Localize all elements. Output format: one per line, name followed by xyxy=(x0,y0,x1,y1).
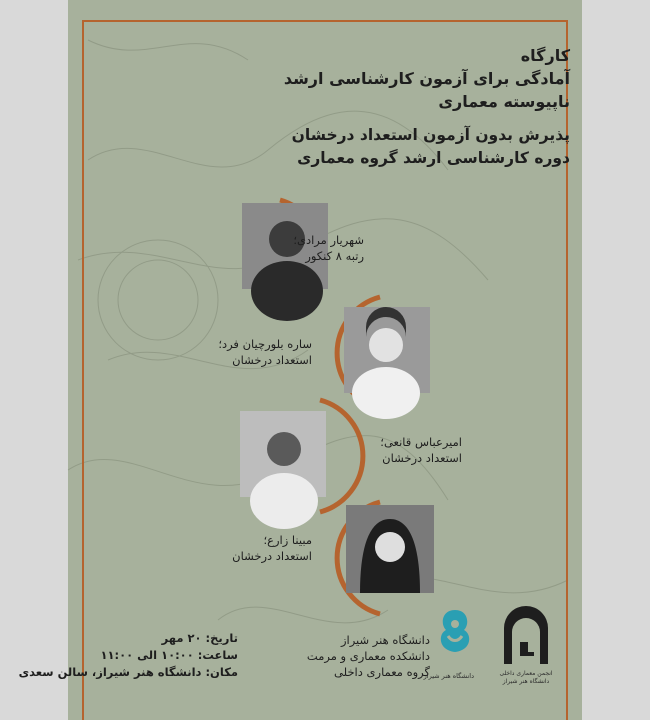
portrait-icon xyxy=(346,505,434,593)
event-time: ساعت: ۱۰:۰۰ الی ۱۱:۰۰ xyxy=(100,648,238,662)
speaker-1-name: شهریار مرادی؛ xyxy=(293,233,364,247)
event-date: تاریخ: ۲۰ مهر xyxy=(161,631,238,645)
logo-right-caption-2: دانشگاه هنر شیراز xyxy=(502,678,550,685)
photo-speaker-3 xyxy=(240,411,326,497)
interior-architecture-association-logo xyxy=(496,608,556,684)
speaker-2-role: استعداد درخشان xyxy=(232,353,312,367)
organizer-line-1: دانشگاه هنر شیراز xyxy=(340,633,430,647)
poster xyxy=(18,0,582,720)
speaker-3-name: امیرعباس قانعی؛ xyxy=(380,435,462,449)
portrait-icon xyxy=(240,411,326,497)
university-logo-icon xyxy=(436,608,474,668)
subtitle-line-1: پذیرش بدون آزمون استعداد درخشان xyxy=(291,126,570,144)
speaker-1-role: رتبه ۸ کنکور xyxy=(305,249,364,263)
speaker-4-name: مبینا زارع؛ xyxy=(263,533,312,547)
title-line-3: ناپیوسته معماری xyxy=(438,92,570,111)
association-logo-icon xyxy=(496,608,556,666)
subtitle-line-2: دوره کارشناسی ارشد گروه معماری xyxy=(297,149,570,167)
organizer-line-3: گروه معماری داخلی xyxy=(334,665,430,679)
portrait-icon xyxy=(344,307,430,393)
title-line-1: کارگاه xyxy=(520,46,570,65)
logo-right-caption-1: انجمن معماری داخلی xyxy=(499,670,553,677)
photo-speaker-2 xyxy=(344,307,430,393)
speaker-4-role: استعداد درخشان xyxy=(232,549,312,563)
organizer-line-2: دانشکده معماری و مرمت xyxy=(306,649,430,663)
title-line-2: آمادگی برای آزمون کارشناسی ارشد xyxy=(283,69,570,88)
logo-left-caption: دانشگاه هنر شیراز xyxy=(423,672,474,680)
shiraz-art-university-logo xyxy=(423,608,474,680)
photo-speaker-4 xyxy=(346,505,434,593)
event-place: مکان: دانشگاه هنر شیراز، سالن سعدی xyxy=(18,665,238,679)
speaker-2-name: ساره بلورچیان فرد؛ xyxy=(218,337,312,351)
speaker-3-role: استعداد درخشان xyxy=(382,451,462,465)
